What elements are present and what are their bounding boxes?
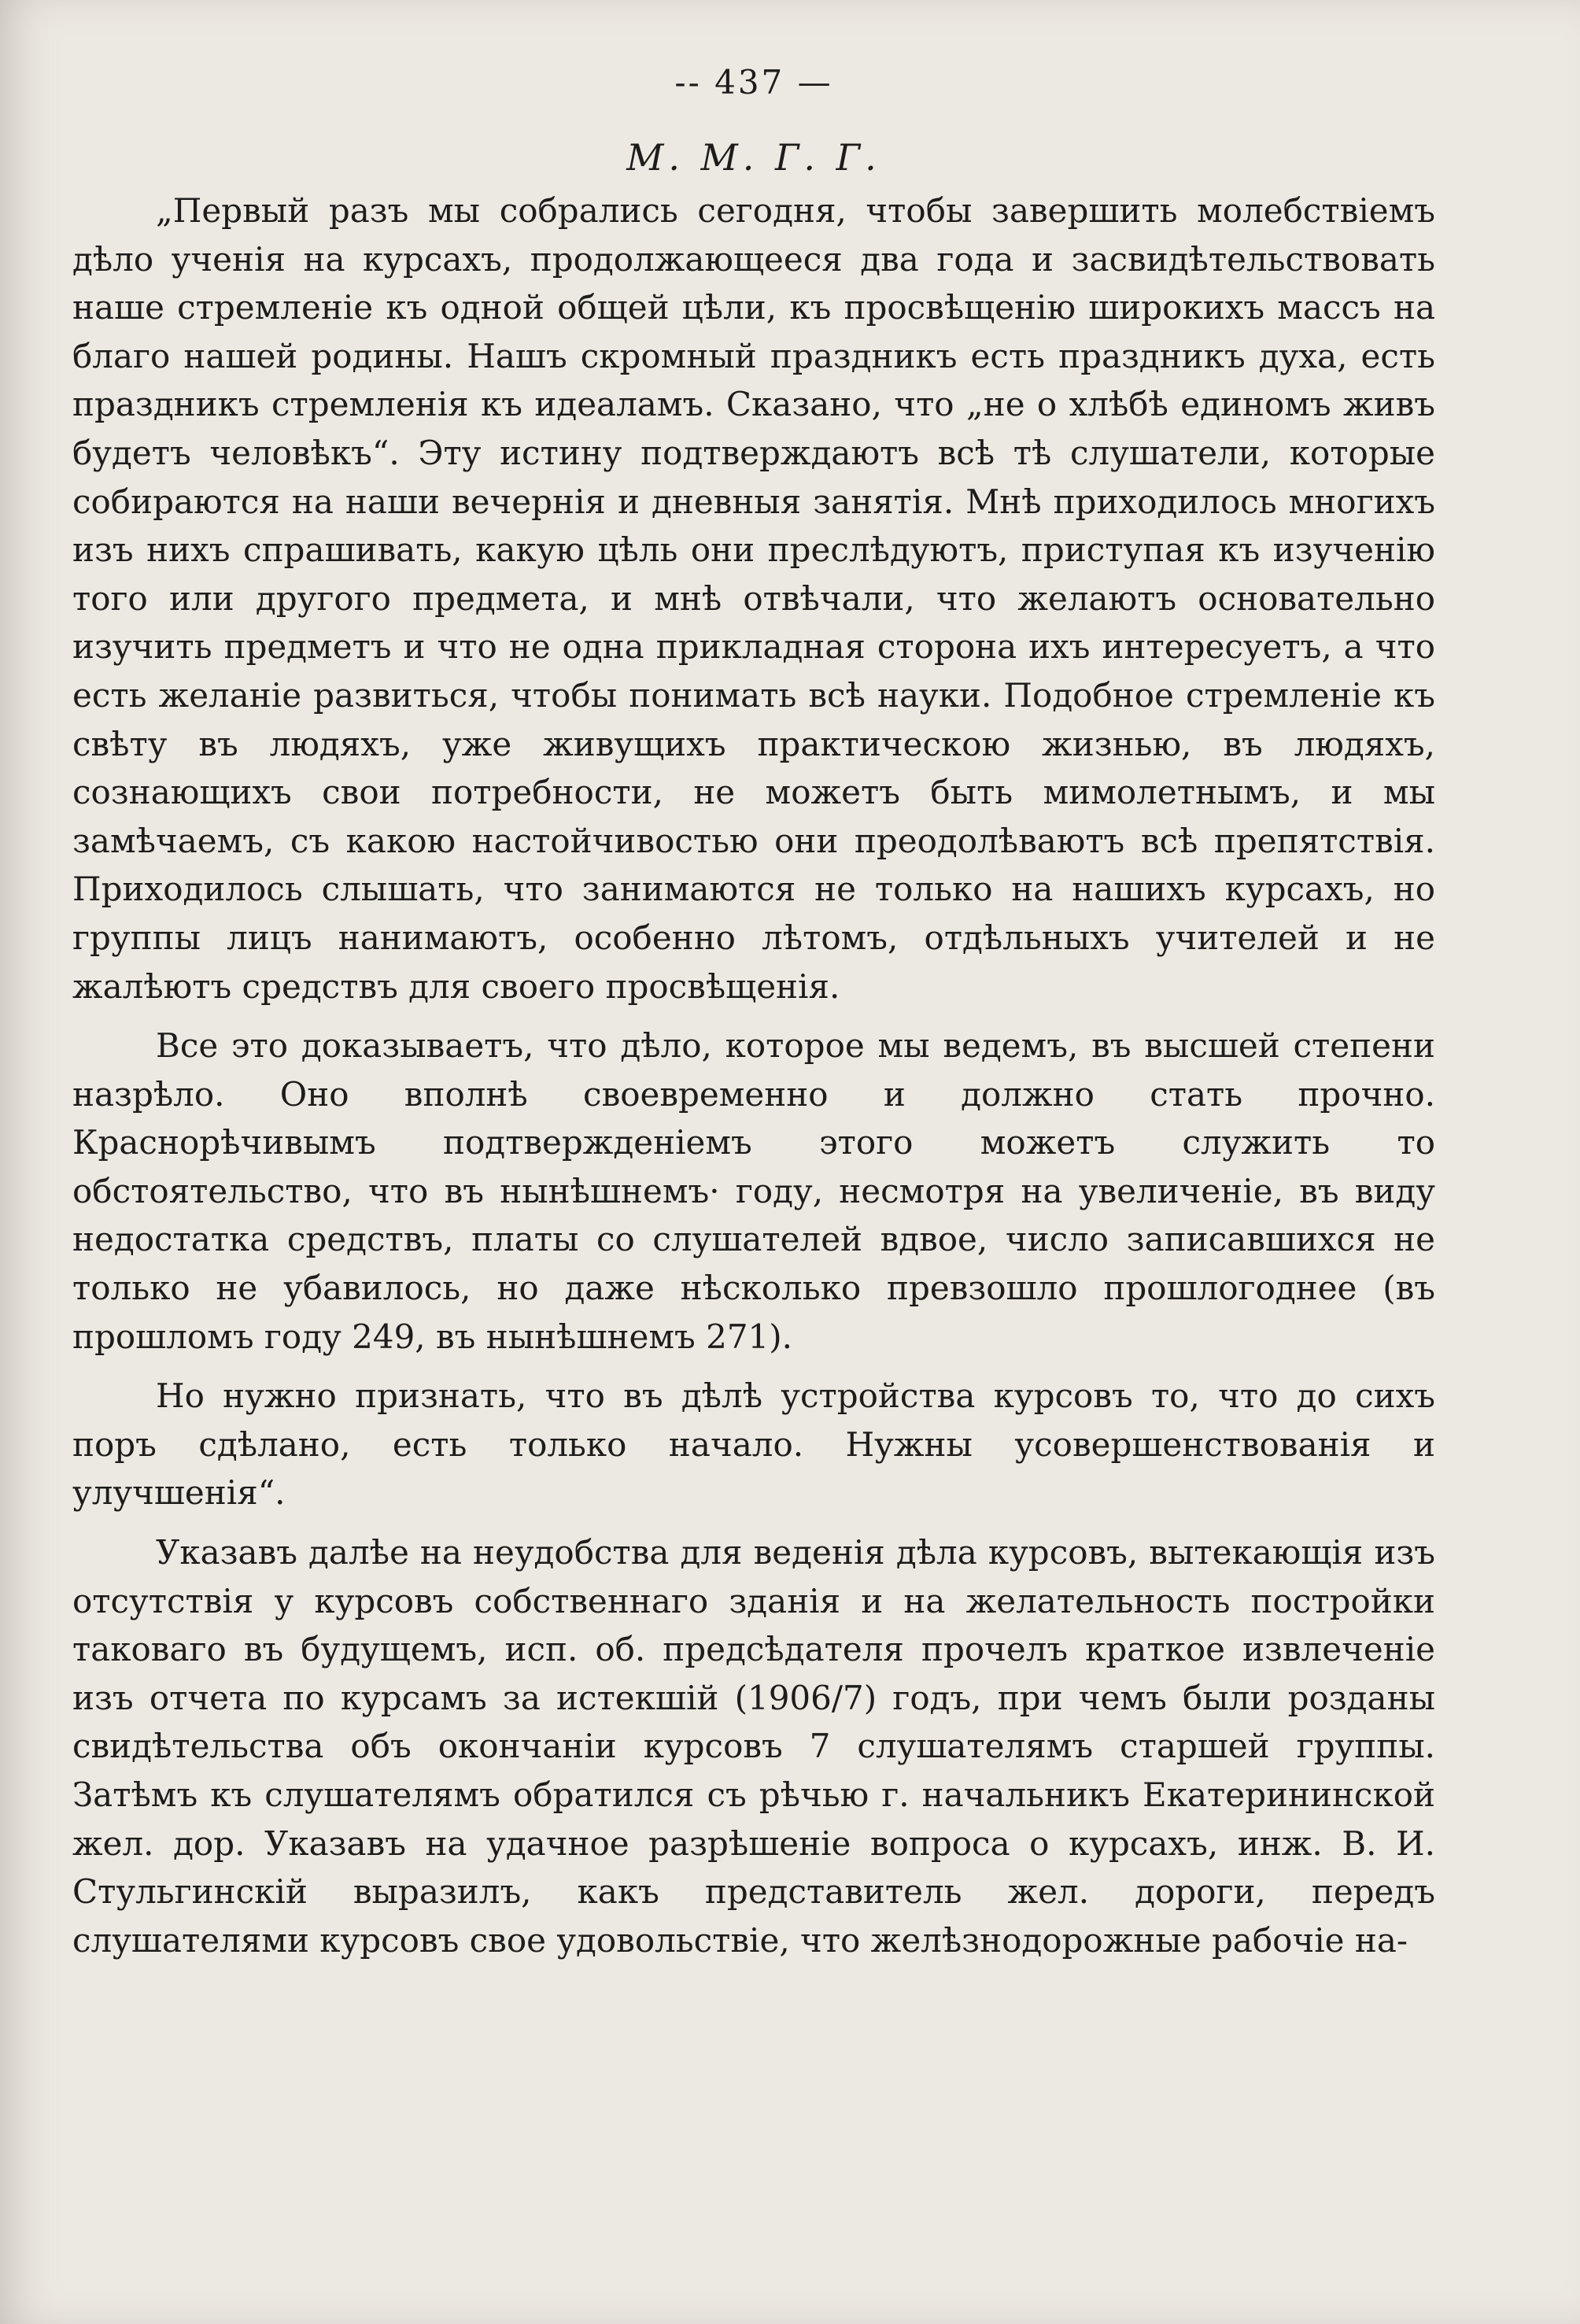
text-block [72, 63, 1435, 1975]
paragraph-3: Но нужно признать, что въ дѣлѣ устройства курсовъ то, что до сихъ поръ сдѣлано, есть только начало. Нужны усовершенствованія и улучшенія“. [72, 1376, 1435, 1513]
paragraph-4: Указавъ далѣе на неудобства для веденія дѣла курсовъ, вытекающія изъ отсутствія у курсовъ собственнаго зданія и на желательность постройки таковаго въ будущемъ, исп. об. предсѣдателя прочелъ краткое извлеченіе изъ отчета по курсамъ за истекшій (1906/7) годъ, при чемъ были розданы свидѣтельства объ окончаніи курсовъ 7 слушателямъ старшей группы. Затѣмъ къ слушателямъ обратился съ рѣчью г. начальникъ Екатерининской жел. дор. Указавъ на удачное разрѣшеніе вопроса о курсахъ, инж. В. И. Стульгинскій выразилъ, какъ представитель жел. дороги, передъ слушателями курсовъ свое удовольствіе, что желѣзнодорожные рабочіе на- [72, 1533, 1435, 1960]
paragraph-1: „Первый разъ мы собрались сегодня, чтобы завершить молебствіемъ дѣло ученія на курсахъ, продолжающееся два года и засвидѣтельствовать наше стремленіе къ одной общей цѣли, къ просвѣщенію широкихъ массъ на благо нашей родины. Нашъ скромный праздникъ есть праздникъ духа, есть праздникъ стремленія къ идеаламъ. Сказано, что „не о хлѣбѣ единомъ живъ будетъ человѣкъ“. Эту истину подтверждаютъ всѣ тѣ слушатели, которые собираются на наши вечернія и дневныя занятія. Мнѣ приходилось многихъ изъ нихъ спрашивать, какую цѣль они преслѣдуютъ, приступая къ изученію того или другого предмета, и мнѣ отвѣчали, что желаютъ основательно изучить предметъ и что не одна прикладная сторона ихъ интересуетъ, а что есть желаніе развиться, чтобы понимать всѣ науки. Подобное стремленіе къ свѣту въ людяхъ, уже живущихъ практическою жизнью, въ людяхъ, сознающихъ свои потребности, не можетъ быть мимолетнымъ, и мы замѣчаемъ, съ какою настойчивостью они преодолѣваютъ всѣ препятствія. Приходилось слышать, что занимаются не только на нашихъ курсахъ, но группы лицъ нанимаютъ, особенно лѣтомъ, отдѣльныхъ учителей и не жалѣютъ средствъ для своего просвѣщенія. [72, 191, 1435, 1006]
paragraph-2: Все это доказываетъ, что дѣло, которое мы ведемъ, въ высшей степени назрѣло. Оно вполнѣ своевременно и должно стать прочно. Краснорѣчивымъ подтвержденіемъ этого можетъ служить то обстоятельство, что въ нынѣшнемъ· году, несмотря на увеличеніе, въ виду недостатка средствъ, платы со слушателей вдвое, число записавшихся не только не убавилось, но даже нѣсколько превзошло прошлогоднее (въ прошломъ году 249, въ нынѣшнемъ 271). [72, 1026, 1435, 1356]
salutation-heading: М. М. Г. Г. [626, 136, 881, 179]
page-number: -- 437 — [674, 63, 833, 102]
